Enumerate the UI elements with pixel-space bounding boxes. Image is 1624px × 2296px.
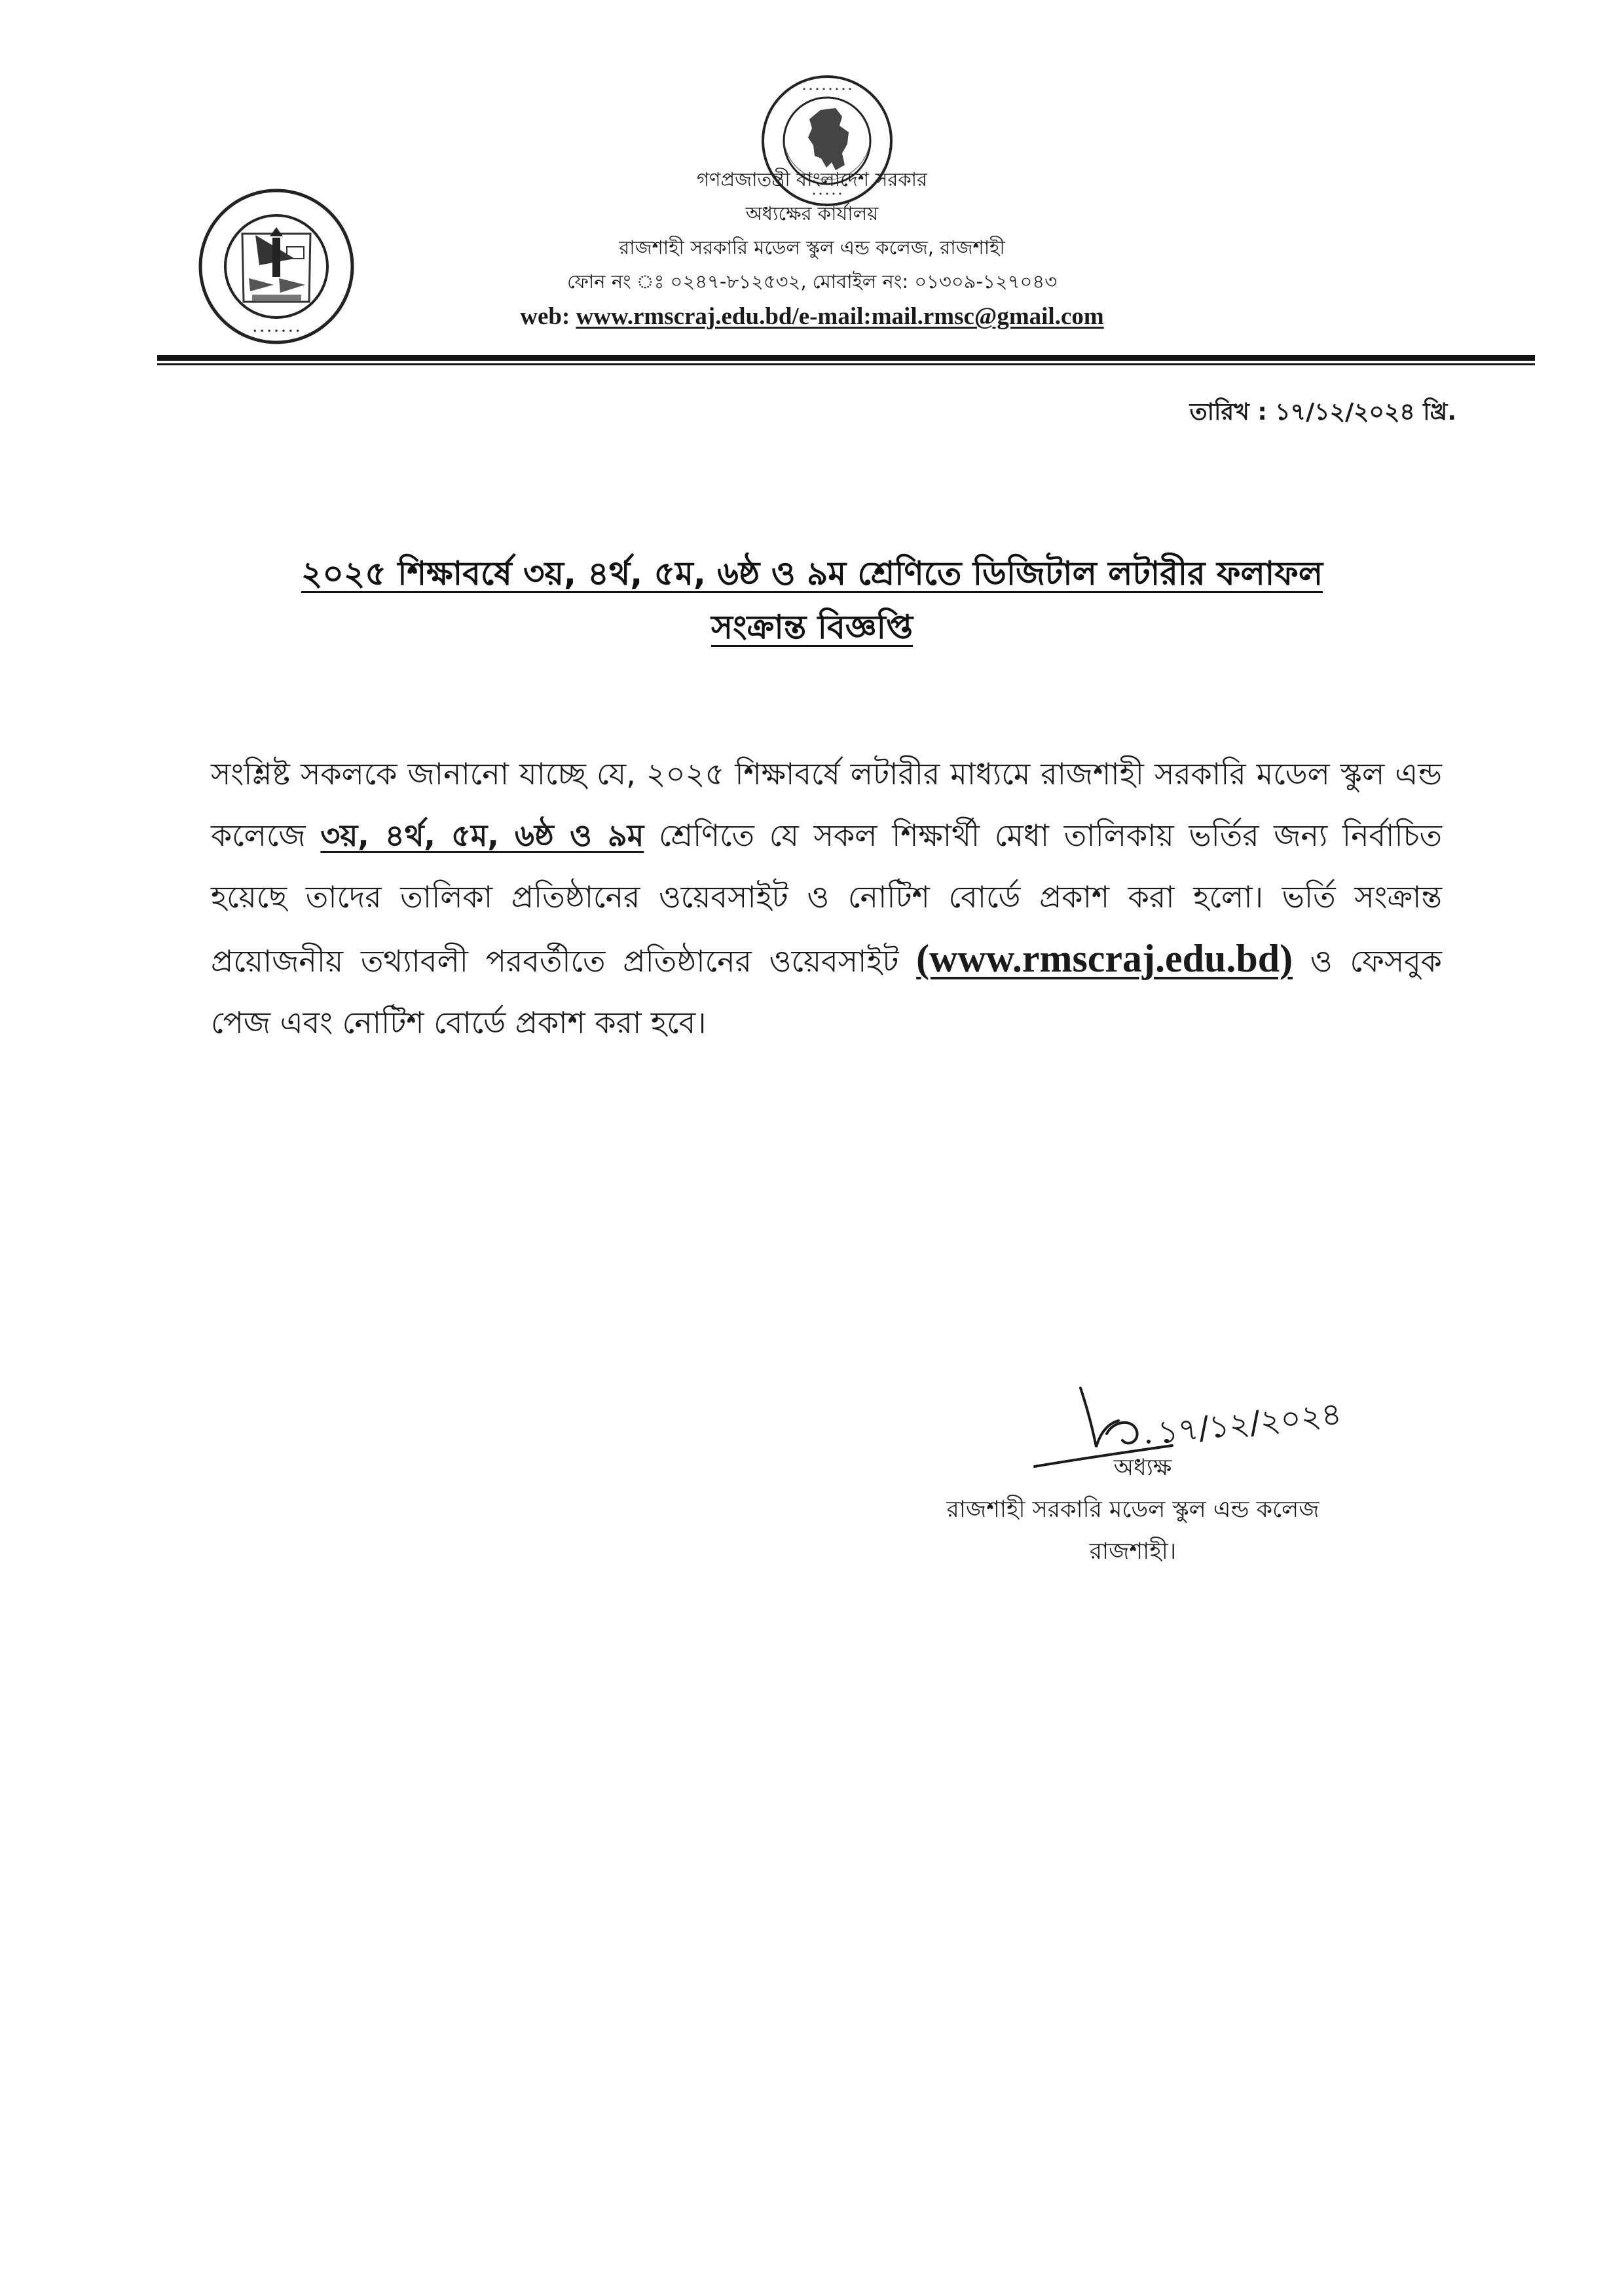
signatory-city: রাজশাহী। (1089, 1539, 1177, 1565)
govt-name: গণপ্রজাতন্ত্রী বাংলাদেশ সরকার (696, 168, 928, 191)
letterhead (0, 162, 1624, 335)
website-link[interactable]: (www.rmscraj.edu.bd) (916, 937, 1293, 980)
body-part1: সংশ্লিষ্ট সকলকে জানানো যাচ্ছে যে, ২০২৫ শিক্ষাবর্ষে লটারীর মাধ্যমে রাজশাহী সরকারি মডেল স্কুল এন্ড কলেজে (211, 756, 1442, 853)
college-address: রাজশাহী সরকারি মডেল স্কুল এন্ড কলেজ, রাজশাহী (619, 236, 1005, 259)
web-label: web: (520, 303, 576, 330)
notice-body (211, 743, 1442, 1053)
office-name: অধ্যক্ষের কার্যালয় (745, 202, 879, 225)
header-divider-thin (157, 363, 1535, 365)
svg-text:• • • • •: • • • • • (811, 190, 843, 198)
body-part2: শ্রেণিতে যে সকল শিক্ষার্থী মেধা তালিকায় ভর্তির জন্য নির্বাচিত হয়েছে তাদের তালিকা প্রতিষ্ঠানের ওয়েবসাইট ও নোটিশ বোর্ডে প্রকাশ করা হলো। ভর্তি সংক্রান্ত প্রয়োজনীয় তথ্যাবলী পরবর্তীতে প্রতিষ্ঠানের ওয়েবসাইট (211, 818, 1442, 979)
notice-title (170, 547, 1454, 654)
svg-text:• • • • • • •: • • • • • • • (252, 327, 301, 336)
signatory-designation: অধ্যক্ষ (1113, 1455, 1172, 1481)
web-line (0, 299, 1624, 335)
header-divider-thick (157, 355, 1535, 361)
notice-title-line1: ২০২৫ শিক্ষাবর্ষে ৩য়, ৪র্থ, ৫ম, ৬ষ্ঠ ও ৯ম শ্রেণিতে ডিজিটাল লটারীর ফলাফল (301, 555, 1323, 592)
handwritten-date: ১৭/১২/২০২৪ (1156, 1395, 1344, 1451)
signatory-institution: রাজশাহী সরকারি মডেল স্কুল এন্ড কলেজ (946, 1497, 1320, 1523)
signature-block (845, 1447, 1421, 1573)
notice-title-line2: সংক্রান্ত বিজ্ঞপ্তি (710, 608, 913, 646)
svg-text:• • • • • • • •: • • • • • • • • (802, 85, 853, 94)
phone-line: ফোন নং ঃ ০২৪৭-৮১২৫৩২, মোবাইল নং: ০১৩০৯-১২৭০৪৩ (566, 270, 1058, 293)
body-part3: ও ফেসবুক পেজ এবং নোটিশ বোর্ডে প্রকাশ করা হবে। (211, 943, 1442, 1040)
body-classes: ৩য়, ৪র্থ, ৫ম, ৬ষ্ঠ ও ৯ম (320, 818, 644, 853)
notice-date: তারিখ : ১৭/১২/২০২৪ খ্রি. (1189, 399, 1456, 426)
web-link[interactable]: www.rmscraj.edu.bd/e-mail:mail.rmsc@gmail.com (576, 303, 1104, 330)
